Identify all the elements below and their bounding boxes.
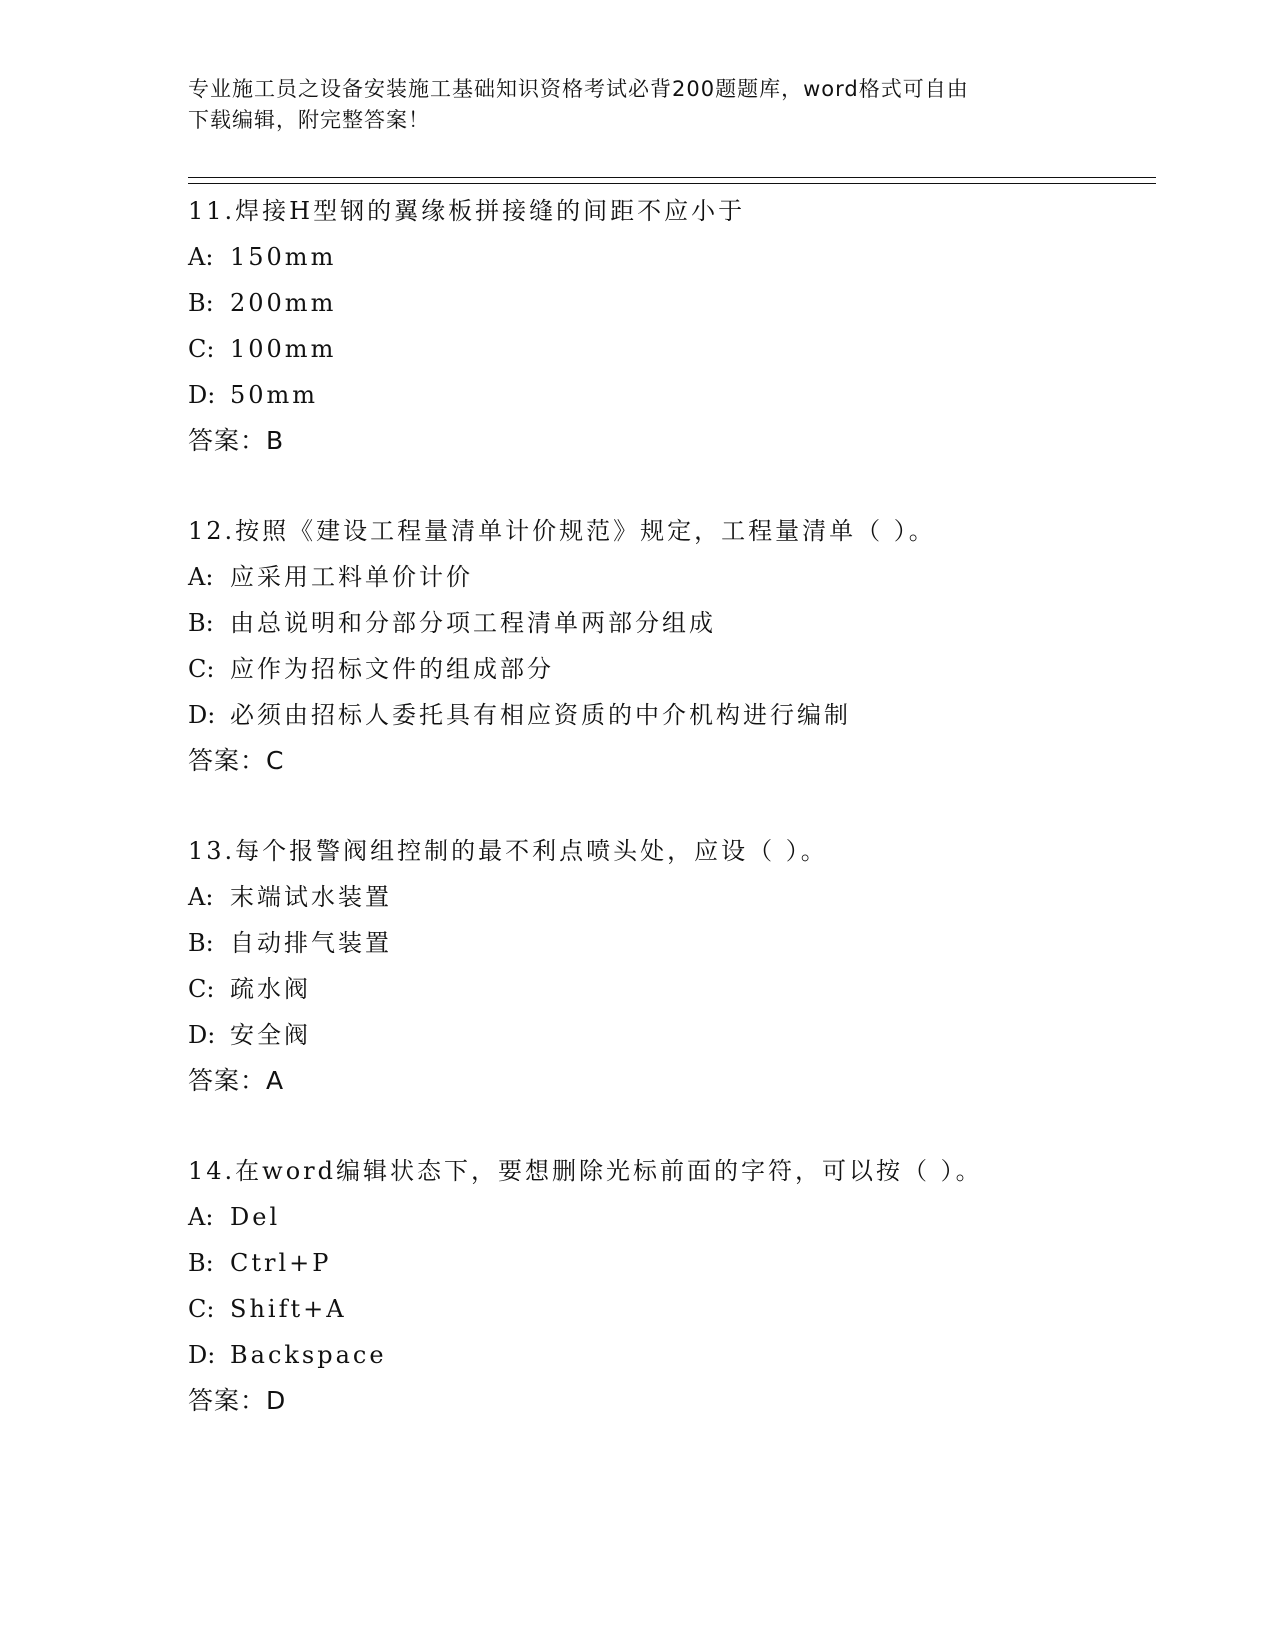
option-c xyxy=(188,1286,1156,1332)
answer-label: 答案：C xyxy=(188,746,285,775)
option-text: 由总说明和分部分项工程清单两部分组成 xyxy=(230,609,716,637)
option-text: 50mm xyxy=(230,381,319,409)
option-b xyxy=(188,600,1156,646)
option-letter: B: xyxy=(188,929,214,957)
question-14 xyxy=(188,1148,1156,1468)
question-stem: 13.每个报警阀组控制的最不利点喷头处，应设（ ）。 xyxy=(188,837,828,865)
question-stem: 11.焊接H型钢的翼缘板拼接缝的间距不应小于 xyxy=(188,197,746,225)
option-d xyxy=(188,1012,1156,1058)
question-stem: 14.在word编辑状态下，要想删除光标前面的字符，可以按（ ）。 xyxy=(188,1157,983,1185)
option-letter: D: xyxy=(188,701,216,729)
option-letter: A: xyxy=(188,563,214,591)
question-list xyxy=(188,188,1156,1468)
option-letter: A: xyxy=(188,883,214,911)
option-text: 必须由招标人委托具有相应资质的中介机构进行编制 xyxy=(230,701,851,729)
answer-label: 答案：B xyxy=(188,426,285,455)
option-text: 200mm xyxy=(230,289,337,317)
option-text: 应采用工料单价计价 xyxy=(230,563,473,591)
header-divider-top xyxy=(188,177,1156,178)
option-text: Ctrl+P xyxy=(230,1249,332,1277)
option-a xyxy=(188,874,1156,920)
question-13 xyxy=(188,828,1156,1148)
option-text: Del xyxy=(230,1203,281,1231)
option-text: 100mm xyxy=(230,335,337,363)
option-letter: B: xyxy=(188,609,214,637)
header-line-1: 专业施工员之设备安装施工基础知识资格考试必背200题题库，word格式可自由 xyxy=(188,77,969,101)
option-letter: D: xyxy=(188,1341,216,1369)
option-text: 末端试水装置 xyxy=(230,883,392,911)
header-line-2: 下载编辑，附完整答案！ xyxy=(188,108,430,132)
option-text: 安全阀 xyxy=(230,1021,311,1049)
option-letter: B: xyxy=(188,1249,214,1277)
option-text: 疏水阀 xyxy=(230,975,311,1003)
option-a xyxy=(188,554,1156,600)
option-b xyxy=(188,280,1156,326)
option-b xyxy=(188,1240,1156,1286)
option-text: 自动排气装置 xyxy=(230,929,392,957)
option-c xyxy=(188,326,1156,372)
header-divider-bottom xyxy=(188,183,1156,184)
answer-label: 答案：D xyxy=(188,1386,287,1415)
option-c xyxy=(188,646,1156,692)
option-letter: A: xyxy=(188,1203,214,1231)
option-a xyxy=(188,1194,1156,1240)
question-11 xyxy=(188,188,1156,508)
document-header xyxy=(188,74,1088,136)
option-letter: D: xyxy=(188,381,216,409)
option-text: Backspace xyxy=(230,1341,387,1369)
option-letter: C: xyxy=(188,655,215,683)
option-letter: C: xyxy=(188,1295,215,1323)
question-stem: 12.按照《建设工程量清单计价规范》规定，工程量清单（ ）。 xyxy=(188,517,936,545)
option-a xyxy=(188,234,1156,280)
option-text: 应作为招标文件的组成部分 xyxy=(230,655,554,683)
option-letter: B: xyxy=(188,289,214,317)
option-d xyxy=(188,1332,1156,1378)
option-letter: C: xyxy=(188,335,215,363)
option-letter: A: xyxy=(188,243,214,271)
option-letter: C: xyxy=(188,975,215,1003)
option-letter: D: xyxy=(188,1021,216,1049)
question-12 xyxy=(188,508,1156,828)
option-d xyxy=(188,372,1156,418)
option-c xyxy=(188,966,1156,1012)
option-b xyxy=(188,920,1156,966)
answer-label: 答案：A xyxy=(188,1066,285,1095)
option-text: Shift+A xyxy=(230,1295,347,1323)
option-text: 150mm xyxy=(230,243,337,271)
option-d xyxy=(188,692,1156,738)
